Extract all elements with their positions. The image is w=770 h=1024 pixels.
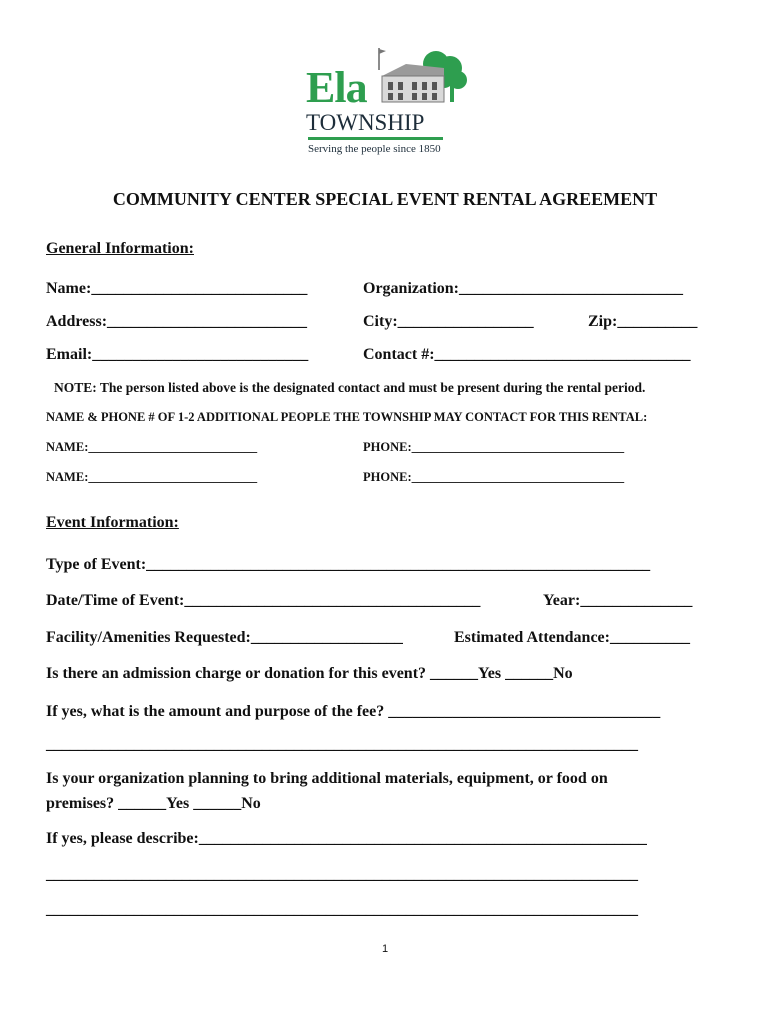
document-title: COMMUNITY CENTER SPECIAL EVENT RENTAL AGREEMENT	[112, 189, 658, 209]
estimated-attendance-field[interactable]: Estimated Attendance:__________	[454, 629, 690, 646]
logo-tagline: Serving the people since 1850	[308, 143, 441, 155]
page-number: 1	[381, 943, 389, 955]
contact-number-field[interactable]: Contact #:________________________________	[363, 346, 691, 363]
materials-question-line-1: Is your organization planning to bring additional materials, equipment, or food on	[46, 770, 608, 787]
logo-township-text: TOWNSHIP	[306, 110, 425, 135]
admission-charge-question[interactable]: Is there an admission charge or donation for this event? ______Yes ______No	[46, 665, 573, 682]
city-field[interactable]: City:_________________	[363, 313, 534, 330]
township-building-tree-icon	[368, 46, 468, 106]
designated-contact-note: NOTE: The person listed above is the designated contact and must be present during the rental period.	[54, 380, 646, 395]
facility-amenities-field[interactable]: Facility/Amenities Requested:___________________	[46, 629, 403, 646]
additional-contact-phone-1[interactable]: PHONE:__________________________________	[363, 440, 625, 454]
fee-purpose-field[interactable]: If yes, what is the amount and purpose of the fee? __________________________________	[46, 703, 661, 720]
describe-field[interactable]: If yes, please describe:________________________________________________________	[46, 830, 647, 847]
address-field[interactable]: Address:_________________________	[46, 313, 308, 330]
logo-ela-text: Ela	[306, 63, 367, 112]
additional-contact-name-2[interactable]: NAME:___________________________	[46, 470, 258, 484]
organization-field[interactable]: Organization:____________________________	[363, 280, 683, 297]
additional-contact-name-1[interactable]: NAME:___________________________	[46, 440, 258, 454]
event-datetime-field[interactable]: Date/Time of Event:_____________________________________	[46, 592, 481, 609]
logo-divider	[308, 137, 443, 140]
fee-purpose-line-2[interactable]: __________________________________________________________________________	[46, 736, 638, 753]
email-field[interactable]: Email:___________________________	[46, 346, 309, 363]
materials-question-line-2[interactable]: premises? ______Yes ______No	[46, 795, 261, 812]
describe-line-2[interactable]: __________________________________________________________________________	[46, 866, 638, 883]
township-logo	[300, 46, 470, 158]
zip-field[interactable]: Zip:__________	[588, 313, 698, 330]
additional-contact-phone-2[interactable]: PHONE:__________________________________	[363, 470, 625, 484]
describe-line-3[interactable]: __________________________________________________________________________	[46, 901, 638, 918]
event-year-field[interactable]: Year:______________	[543, 592, 693, 609]
general-info-heading: General Information:	[46, 240, 194, 257]
event-info-heading: Event Information:	[46, 514, 179, 531]
name-field[interactable]: Name:___________________________	[46, 280, 308, 297]
additional-contacts-instruction: NAME & PHONE # OF 1-2 ADDITIONAL PEOPLE THE TOWNSHIP MAY CONTACT FOR THIS RENTAL:	[46, 410, 648, 424]
event-type-field[interactable]: Type of Event:_______________________________________________________________	[46, 556, 651, 573]
